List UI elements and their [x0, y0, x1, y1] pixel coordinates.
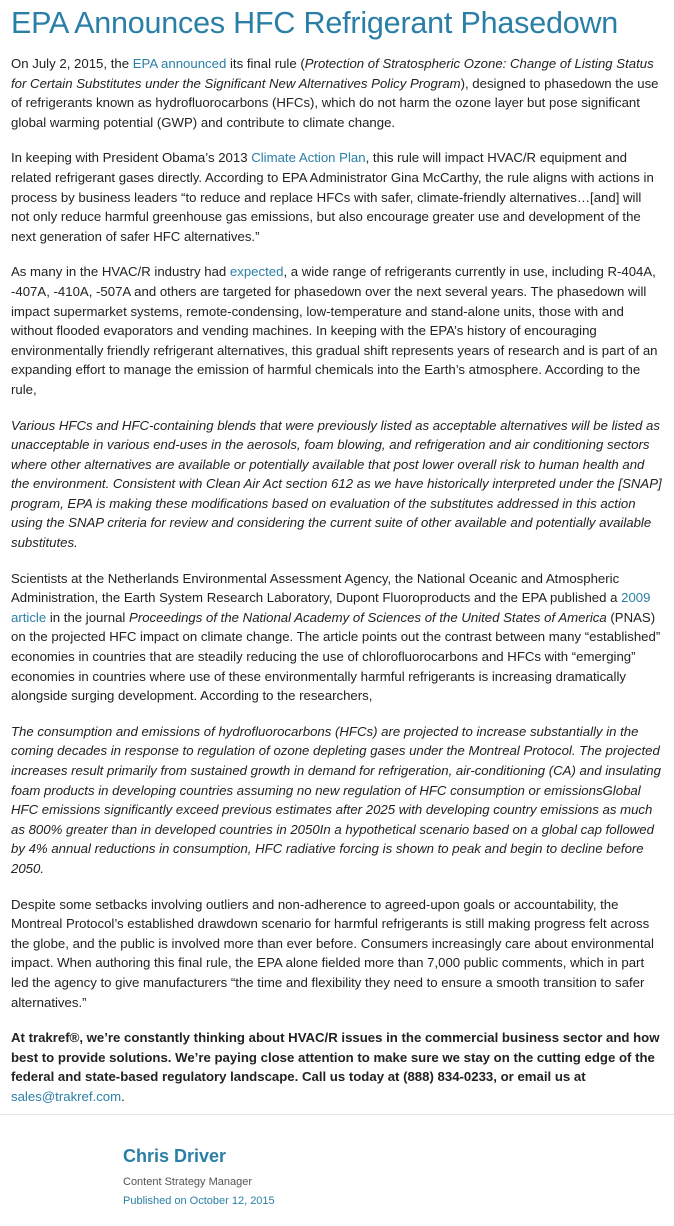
- paragraph-montreal-protocol: Despite some setbacks involving outliers and non-adherence to agreed-upon goals or accountability, the Montreal Protocol’s established drawdown scenario for harmful refrigerants is still making progress felt across the globe, and the public is involved more than ever before. Consumers increasingly care about environmental impact. When authoring this final rule, the EPA alone fielded more than 7,000 public comments, which in part led the agency to give manufacturers “the time and flexibility they need to ensure a smooth transition to safer alternatives.”: [11, 896, 654, 1010]
- expected-link[interactable]: expected: [229, 264, 284, 280]
- publish-date: Published on October 12, 2015: [123, 1195, 275, 1207]
- page-title: EPA Announces HFC Refrigerant Phasedown: [11, 6, 619, 40]
- text: its final rule (: [226, 56, 305, 71]
- call-to-action: [11, 1028, 662, 1106]
- paragraph-scientists: [11, 569, 662, 706]
- text: As many in the HVAC/R industry had: [11, 264, 230, 280]
- paragraph-intro: [11, 54, 662, 132]
- text: , a wide range of refrigerants currently in use, including R-404A, -407A, -410A, -507A and others are targeted for phasedown over the next several years. The phasedown will impact supermarket systems, remote-condensing, low-temperature and stand-alone units, those with and without flooded evaporators and vending machines. In keeping with the EPA’s history of encouraging environmentally friendly refrigerant alternatives, this gradual shift represents years of research and is part of an expanding effort to manage the emission of harmful chemicals into the Earth’s atmosphere. According to the rule,: [11, 264, 658, 397]
- author-role: Content Strategy Manager: [123, 1176, 253, 1188]
- paragraph-industry: [11, 262, 662, 399]
- climate-action-plan-link[interactable]: Climate Action Plan: [251, 150, 366, 166]
- text: Scientists at the Netherlands Environmental Assessment Agency, the National Oceanic and Atmospheric Administration, the Earth System Research Laboratory, Dupont Fluoroproducts and the EPA published a: [11, 570, 622, 606]
- email-link[interactable]: sales@trakref.com: [11, 1088, 122, 1104]
- text: On July 2, 2015, the: [11, 56, 133, 71]
- text: in the journal: [46, 609, 130, 625]
- researchers-quote: The consumption and emissions of hydrofluorocarbons (HFCs) are projected to increase substantially in the coming decades in response to regulation of ozone depleting gases under the Montreal Protocol. The projected increases result primarily from sustained growth in demand for refrigeration, air-conditioning (CA) and insulating foam products in developing countries assuming no new regulation of HFC consumption or emissionsGlobal HFC emissions significantly exceed previous estimates after 2025 with developing country emissions as much as 800% greater than in developed countries in 2050In a hypothetical scenario based on a global cap followed by 4% annual reductions in consumption, HFC radiative forcing is shown to peak and begin to decline before 2050.: [11, 723, 661, 876]
- 2009-article-link[interactable]: 2009 article: [11, 590, 651, 625]
- text: ), designed to phasedown the use of refrigerants known as hydrofluorocarbons (HFCs), which do not harm the ozone layer but pose significant global warming potential (GWP) and contribute to climate change.: [11, 75, 659, 130]
- epa-announced-link[interactable]: EPA announced: [132, 56, 227, 71]
- divider: [0, 1114, 674, 1115]
- text: (PNAS) on the projected HFC impact on climate change. The article points out the contrast between many “established” economies in countries that are steadily reducing the use of chlorofluorocarbons and HFCs with “emerging” economies in countries where use of these environmentally harmful refrigerants is increasing dramatically alongside surging development. According to the researchers,: [11, 609, 661, 704]
- text: At trakref®, we’re constantly thinking about HVAC/R issues in the commercial business sector and how best to provide solutions. We’re paying close attention to make sure we stay on the cutting edge of the federal and state-based regulatory landscape. Call us today at (888) 834-0233, or email us at: [11, 1030, 660, 1085]
- author-box: [123, 1144, 275, 1208]
- rule-quote: Various HFCs and HFC-containing blends that were previously listed as acceptable alternatives will be listed as unacceptable in various end-uses in the aerosols, foam blowing, and refrigeration and air conditioning sectors where other alternatives are available or potentially available that post lower overall risk to human health and the environment. Consistent with Clean Air Act section 612 as we have historically interpreted under the [SNAP] program, EPA is making these modifications based on evaluation of the substitutes addressed in this action using the SNAP criteria for review and considering the current suite of other available and potentially available substitutes.: [11, 417, 662, 551]
- text: .: [121, 1088, 125, 1104]
- rule-title: Protection of Stratospheric Ozone: Change of Listing Status for Certain Substitutes under the Significant New Alternatives Policy Program: [11, 56, 654, 91]
- paragraph-climate-plan: [11, 148, 662, 246]
- text: In keeping with President Obama’s 2013: [11, 150, 252, 166]
- journal-title: Proceedings of the National Academy of Sciences of the United States of America: [129, 609, 607, 625]
- text: , this rule will impact HVAC/R equipment and related refrigerant gases directly. According to EPA Administrator Gina McCarthy, the rule aligns with actions in process by business leaders “to reduce and replace HFCs with safer, climate-friendly alternatives…[and] will not only reduce harmful greenhouse gas emissions, but also encourage greater use and development of the next generation of safer HFC alternatives.”: [11, 150, 654, 244]
- author-name[interactable]: Chris Driver: [123, 1146, 227, 1166]
